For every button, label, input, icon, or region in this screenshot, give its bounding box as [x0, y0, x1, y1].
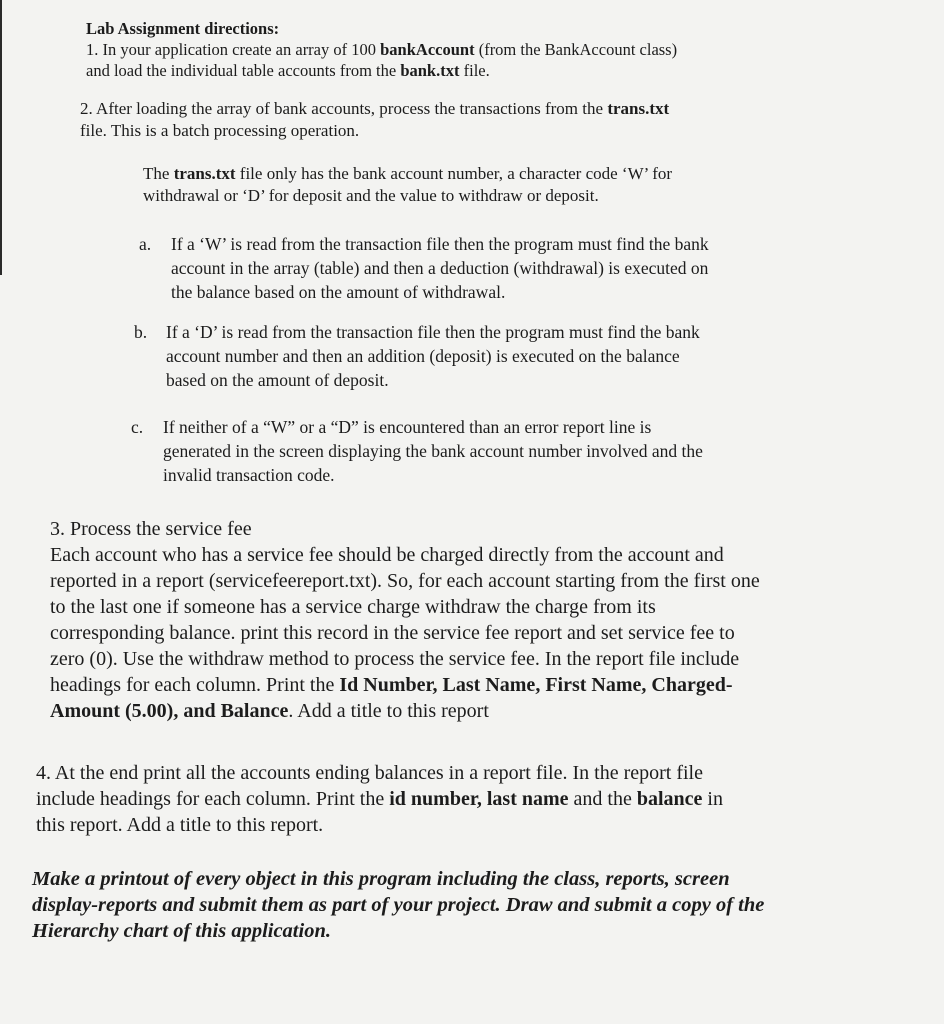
list-marker: c.	[131, 417, 144, 437]
section-3-line: zero (0). Use the withdraw method to process the service fee. In the report file include	[50, 648, 740, 670]
bold-text: bank.txt	[400, 61, 460, 80]
item-line: account number and then an addition (deposit) is executed on the balance	[166, 346, 680, 366]
section-2-line-1	[80, 98, 669, 120]
text: (from the BankAccount class)	[474, 40, 678, 59]
list-item-c	[131, 415, 703, 487]
final-line: Hierarchy chart of this application.	[32, 920, 331, 942]
section-1-line-1	[86, 39, 677, 60]
item-line: the balance based on the amount of withdrawal.	[171, 282, 506, 302]
submission-instructions	[32, 866, 764, 944]
intro-line-2: withdrawal or ‘D’ for deposit and the value to withdraw or deposit.	[143, 186, 599, 205]
section-3-line: corresponding balance. print this record in the service fee report and set service fee to	[50, 622, 735, 644]
section-4-line: 4. At the end print all the accounts ending balances in a report file. In the report file	[36, 762, 703, 784]
item-line: If a ‘D’ is read from the transaction file then the program must find the bank	[166, 322, 700, 342]
bold-text: bankAccount	[380, 40, 475, 59]
list-marker: a.	[139, 234, 152, 254]
section-1	[86, 18, 677, 81]
section-3-line: Each account who has a service fee should be charged directly from the account and	[50, 544, 724, 566]
list-item-b	[134, 320, 700, 392]
section-3-line	[50, 698, 760, 724]
section-2-line-2: file. This is a batch processing operation.	[80, 121, 360, 140]
section-1-line-2	[86, 60, 677, 81]
section-4	[36, 760, 723, 838]
bold-text: trans.txt	[173, 164, 236, 183]
item-line: generated in the screen displaying the bank account number involved and the	[163, 441, 703, 461]
section-3-line: reported in a report (servicefeereport.txt). So, for each account starting from the first one	[50, 570, 760, 592]
section-3-line	[50, 672, 760, 698]
item-line: invalid transaction code.	[163, 465, 335, 485]
list-marker: b.	[134, 322, 148, 342]
section-3-line: to the last one if someone has a service charge withdraw the charge from its	[50, 596, 656, 618]
text: 1. In your application create an array of 100	[86, 40, 381, 59]
text: The	[143, 164, 174, 183]
text: in	[702, 788, 723, 810]
final-line: display-reports and submit them as part of your project. Draw and submit a copy of the	[32, 894, 765, 916]
bold-text: Id Number, Last Name, First Name, Charged-	[339, 674, 733, 696]
item-line: If a ‘W’ is read from the transaction file then the program must find the bank	[171, 234, 709, 254]
bold-text: Amount (5.00), and Balance	[50, 700, 289, 722]
section-2	[80, 98, 669, 142]
section-3-heading: 3. Process the service fee	[50, 518, 252, 540]
item-line: based on the amount of deposit.	[166, 370, 389, 390]
text: include headings for each column. Print the	[36, 788, 390, 810]
text: and load the individual table accounts from the	[86, 61, 401, 80]
list-item-a	[139, 232, 709, 304]
text: headings for each column. Print the	[50, 674, 340, 696]
item-line: If neither of a “W” or a “D” is encountered than an error report line is	[163, 417, 652, 437]
text: file only has the bank account number, a character code ‘W’ for	[235, 164, 673, 183]
section-4-line	[36, 786, 723, 812]
trans-file-description	[143, 163, 672, 207]
item-line: account in the array (table) and then a deduction (withdrawal) is executed on	[171, 258, 709, 278]
bold-text: trans.txt	[607, 99, 670, 118]
section-4-line: this report. Add a title to this report.	[36, 814, 324, 836]
final-line: Make a printout of every object in this program including the class, reports, screen	[32, 868, 730, 890]
text: 2. After loading the array of bank accounts, process the transactions from the	[80, 99, 608, 118]
text: file.	[459, 61, 490, 80]
text: and the	[568, 788, 637, 810]
intro-line-1	[143, 163, 672, 185]
text: . Add a title to this report	[288, 700, 489, 722]
bold-text: balance	[636, 788, 703, 810]
section-3	[50, 516, 760, 724]
bold-text: id number, last name	[389, 788, 569, 810]
page-title: Lab Assignment directions:	[86, 19, 280, 38]
page-edge-shadow	[0, 0, 2, 275]
